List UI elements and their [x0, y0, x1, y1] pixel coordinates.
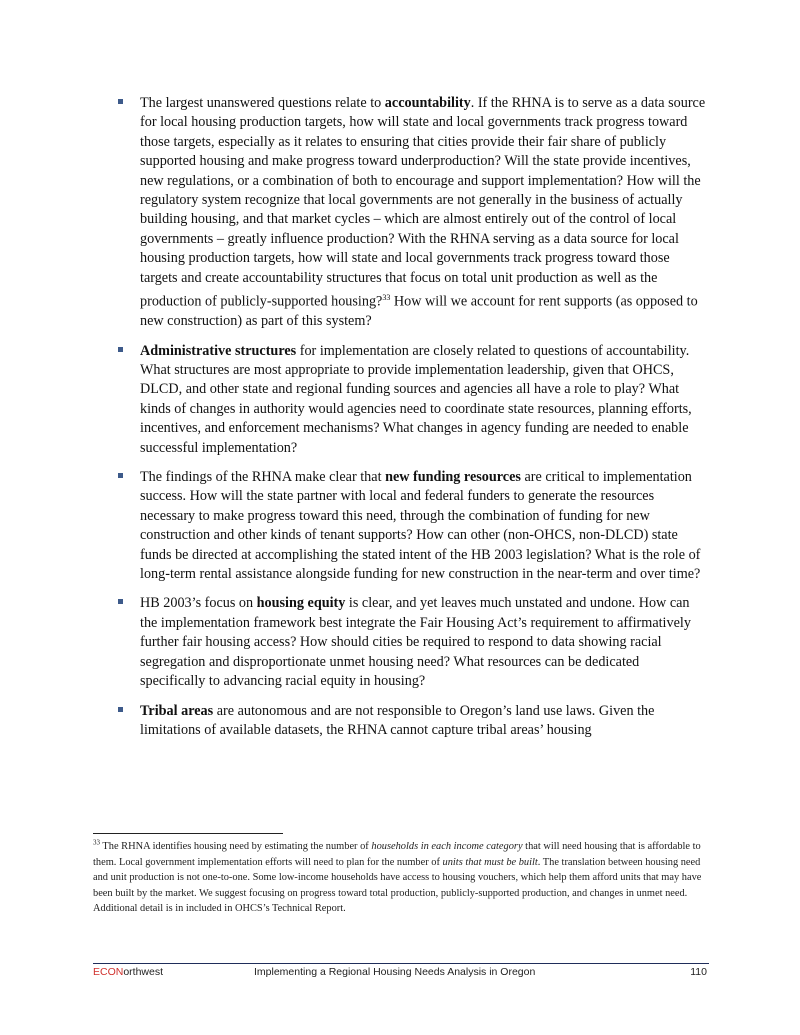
bullet-accountability: [140, 94, 708, 332]
square-bullet-icon: [118, 473, 123, 478]
bullet-text-post: for implementation are closely related to questions of accountability. What structures are most appropriate to provide implementation leadership, given that OHCS, DLCD, and other state and regional funding sources and agencies all have a role to play? What kinds of changes in authority would agencies need to coordinate state resources, planning efforts, incentives, and enforcement mechanisms? What changes in agency funding are needed to enable successful implementation?: [140, 342, 692, 456]
footnote-33: [93, 839, 709, 917]
bullet-list: [0, 94, 800, 750]
footer-brand: [93, 966, 163, 978]
bullet-keyword: housing equity: [256, 595, 346, 612]
bullet-text-post: is clear, and yet leaves much unstated and undone. How can the implementation framework best integrate the Fair Housing Act’s requirement to affirmatively further fair housing access? How should cities be required to respond to data showing racial segregation and disproportionate unmet housing need? What resources can be dedicated specifically to advancing racial equity in housing?: [140, 595, 691, 690]
square-bullet-icon: [118, 707, 123, 712]
footnote-italic: households in each income category: [371, 841, 523, 852]
bullet-keyword: new funding resources: [385, 469, 521, 486]
brand-rest: orthwest: [123, 966, 164, 978]
bullet-text-post: . If the RHNA is to serve as a data source for local housing production targets, how will state and local governments track progress toward those targets, especially as it relates to ensuring that cities provide their fair share of publicly supported housing and make progress toward underproduction? Will the state provide incentives, new regulations, or a combination of both to encourage and support implementation? How will the regulatory system recognize that local governments are not generally in the business of actually building housing, and that market cycles – which are almost entirely out of the control of local governments – greatly influence production? With the RHNA serving as a data source for local housing production targets, how will state and local governments track progress toward those targets and create accountability structures that focus on total unit production as well as the production of publicly-supported housing?: [140, 95, 706, 310]
footnote-number: 33: [93, 838, 100, 847]
bullet-text-post: are autonomous and are not responsible to Oregon’s land use laws. Given the limitations of available datasets, the RHNA cannot capture tribal areas’ housing: [140, 702, 655, 738]
bullet-keyword: Tribal areas: [140, 702, 214, 719]
bullet-text-pre: The largest unanswered questions relate to: [140, 95, 385, 111]
footnote-text: The RHNA identifies housing need by estimating the number of: [100, 841, 372, 852]
square-bullet-icon: [118, 599, 123, 604]
footer-divider: [93, 963, 709, 964]
footnote-text: that will need housing that is affordable to them. Local government implementation efforts will need to plan for the number of: [93, 841, 701, 868]
footnote-ref[interactable]: 33: [382, 293, 391, 303]
brand-accent: ECON: [93, 966, 124, 978]
square-bullet-icon: [118, 347, 123, 352]
square-bullet-icon: [118, 99, 123, 104]
bullet-text-post2: How will we account for rent supports (as opposed to new construction) as part of this system?: [140, 293, 698, 330]
bullet-text-post: are critical to implementation success. How will the state partner with local and federal funders to generate the resources necessary to make progress toward this need, through the combination of funding for new construction and other kinds of tenant supports? How can other (non-OHCS, non-DLCD) state funds be directed at accomplishing the stated intent of the HB 2003 legislation? What is the role of long-term rental assistance alongside funding for new construction in the near-term and over time?: [140, 469, 701, 583]
bullet-new-funding-resources: [140, 468, 708, 584]
page-footer: [93, 966, 709, 980]
bullet-administrative-structures: [140, 342, 708, 458]
bullet-keyword: Administrative structures: [140, 342, 297, 359]
bullet-housing-equity: [140, 594, 708, 691]
footnote-divider: [93, 833, 283, 834]
footer-document-title: Implementing a Regional Housing Needs Analysis in Oregon: [254, 966, 536, 978]
bullet-keyword: accountability: [384, 95, 471, 111]
footnote-italic: units that must be built: [442, 856, 538, 868]
bullet-tribal-areas: [140, 702, 708, 741]
bullet-text-pre: HB 2003’s focus on: [140, 595, 257, 612]
bullet-text-pre: The findings of the RHNA make clear that: [140, 469, 386, 486]
footnote-text: . The translation between housing need and unit production is not one-to-one. Some low-income households have access to housing vouchers, which help them afford units that may have been built by the market. We suggest focusing on progress toward total production, publicly-supported production, and changes in unmet need. Additional detail is in included in OHCS’s Technical Report.: [93, 856, 702, 915]
page-number: 110: [690, 966, 707, 978]
